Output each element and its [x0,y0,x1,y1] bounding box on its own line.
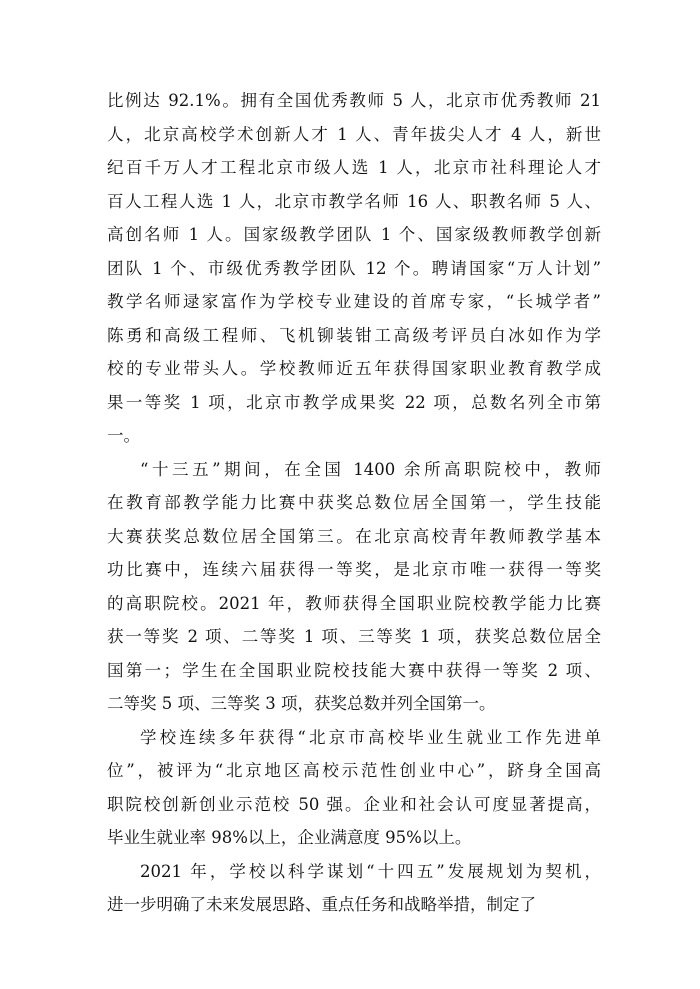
text-line: 大赛获奖总数位居全国第三。在北京高校青年教师教学基本 [107,526,601,546]
text-line: “十三五”期间，在全国 1400 余所高职院校中，教师 [140,459,601,479]
paragraph [107,721,601,855]
text-line: 国第一；学生在全国职业院校技能大赛中获得一等奖 2 项、 [107,660,601,680]
text-line: 教学名师逯家富作为学校专业建设的首席专家，“长城学者” [107,292,601,311]
text-line: 果一等奖 1 项，北京市教学成果奖 22 项，总数名列全市第 [107,392,601,412]
text-line: 在教育部教学能力比赛中获奖总数位居全国第一，学生技能 [107,493,601,512]
text-line: 二等奖 5 项、三等奖 3 项，获奖总数并列全国第一。 [107,694,496,713]
document-body [107,84,601,922]
text-line: 功比赛中，连续六届获得一等奖，是北京市唯一获得一等奖 [107,560,601,579]
text-line: 高创名师 1 人。国家级教学团队 1 个、国家级教师教学创新 [107,225,601,244]
paragraph [107,453,601,721]
paragraph [107,84,601,453]
text-line: 获一等奖 2 项、二等奖 1 项、三等奖 1 项，获奖总数位居全 [107,627,601,646]
text-line: 学校连续多年获得“北京市高校毕业生就业工作先进单 [140,727,601,747]
text-line: 陈勇和高级工程师、飞机铆装钳工高级考评员白冰如作为学 [107,325,601,345]
text-line: 百人工程人选 1 人，北京市教学名师 16 人、职教名师 5 人、 [107,191,601,211]
text-line: 人，北京高校学术创新人才 1 人、青年拔尖人才 4 人，新世 [107,124,601,144]
text-line: 校的专业带头人。学校教师近五年获得国家职业教育教学成 [107,359,601,378]
text-line: 毕业生就业率 98%以上，企业满意度 95%以上。 [107,828,472,847]
text-line: 比例达 92.1%。拥有全国优秀教师 5 人，北京市优秀教师 21 [107,91,601,110]
text-line: 进一步明确了未来发展思路、重点任务和战略举措，制定了 [107,895,536,914]
text-line: 职院校创新创业示范校 50 强。企业和社会认可度显著提高， [107,794,601,814]
paragraph [107,855,601,922]
text-line: 的高职院校。2021 年，教师获得全国职业院校教学能力比赛 [107,593,601,613]
text-line: 2021 年，学校以科学谋划“十四五”发展规划为契机， [140,861,601,881]
text-line: 一。 [107,426,140,445]
text-line: 纪百千万人才工程北京市级人选 1 人，北京市社科理论人才 [107,158,601,177]
text-line: 团队 1 个、市级优秀教学团队 12 个。聘请国家“万人计划” [107,258,601,278]
text-line: 位”，被评为“北京地区高校示范性创业中心”，跻身全国高 [107,761,601,780]
